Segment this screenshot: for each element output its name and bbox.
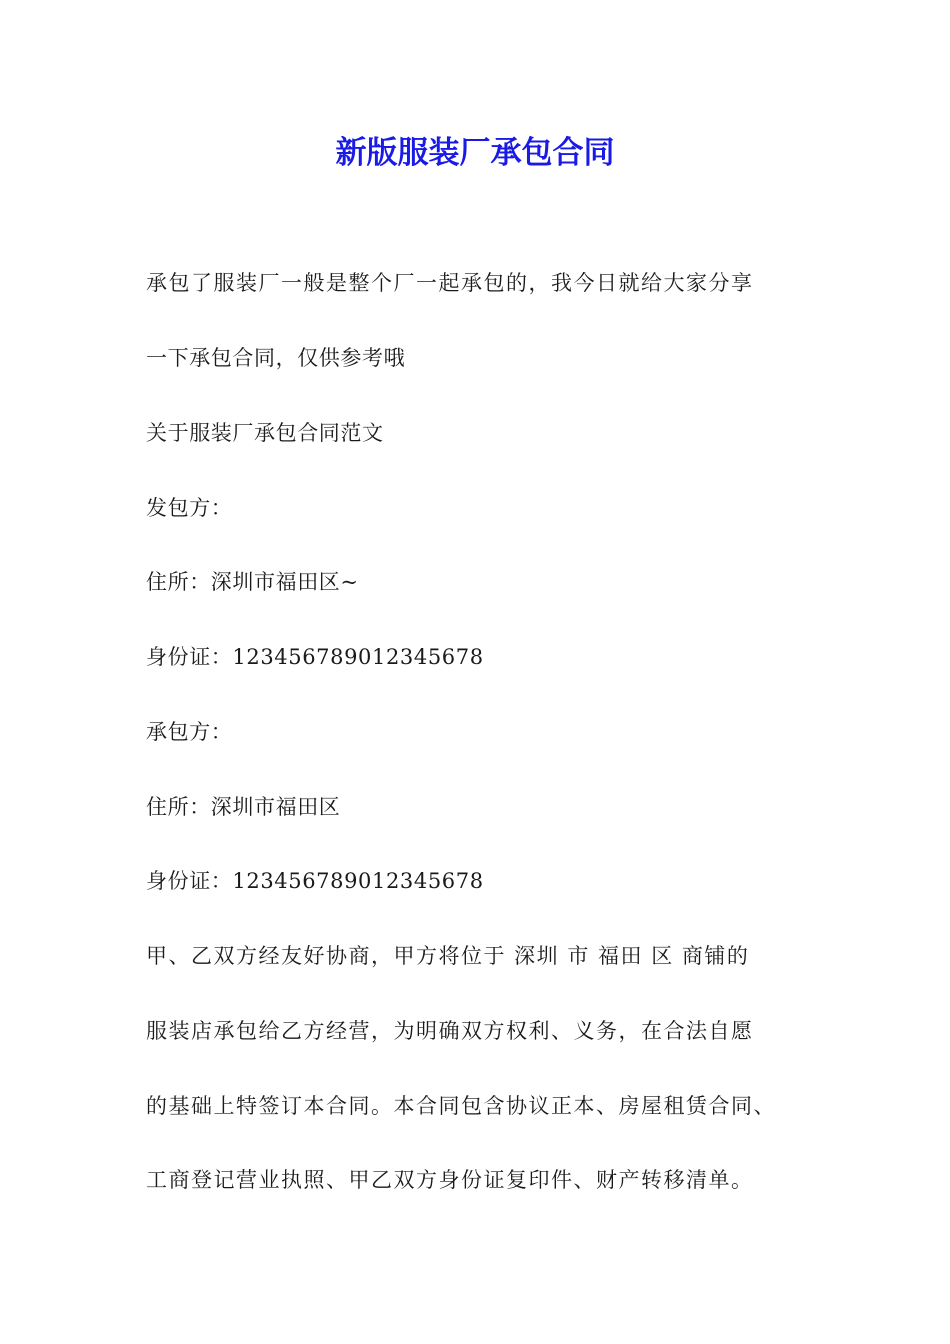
party-a-address: 住所：深圳市福田区~: [146, 570, 359, 594]
intro-line-2: 一下承包合同，仅供参考哦: [146, 346, 406, 370]
agreement-line-1: 甲、乙双方经友好协商，甲方将位于 深圳 市 福田 区 商铺的: [146, 944, 750, 968]
party-b-id: 身份证：123456789012345678: [146, 869, 484, 893]
intro-line-1: 承包了服装厂一般是整个厂一起承包的，我今日就给大家分享: [146, 271, 754, 295]
section-heading: 关于服装厂承包合同范文: [146, 421, 384, 445]
agreement-line-2: 服装店承包给乙方经营，为明确双方权利、义务，在合法自愿: [146, 1019, 754, 1043]
document-title: 新版服装厂承包合同: [335, 135, 615, 171]
agreement-line-3: 的基础上特签订本合同。本合同包含协议正本、房屋租赁合同、: [146, 1094, 776, 1118]
party-b-address: 住所：深圳市福田区: [146, 795, 341, 819]
party-a-id: 身份证：123456789012345678: [146, 645, 484, 669]
party-b-label: 承包方：: [146, 720, 233, 744]
party-a-label: 发包方：: [146, 496, 233, 520]
agreement-line-4: 工商登记营业执照、甲乙双方身份证复印件、财产转移清单。: [146, 1168, 754, 1192]
